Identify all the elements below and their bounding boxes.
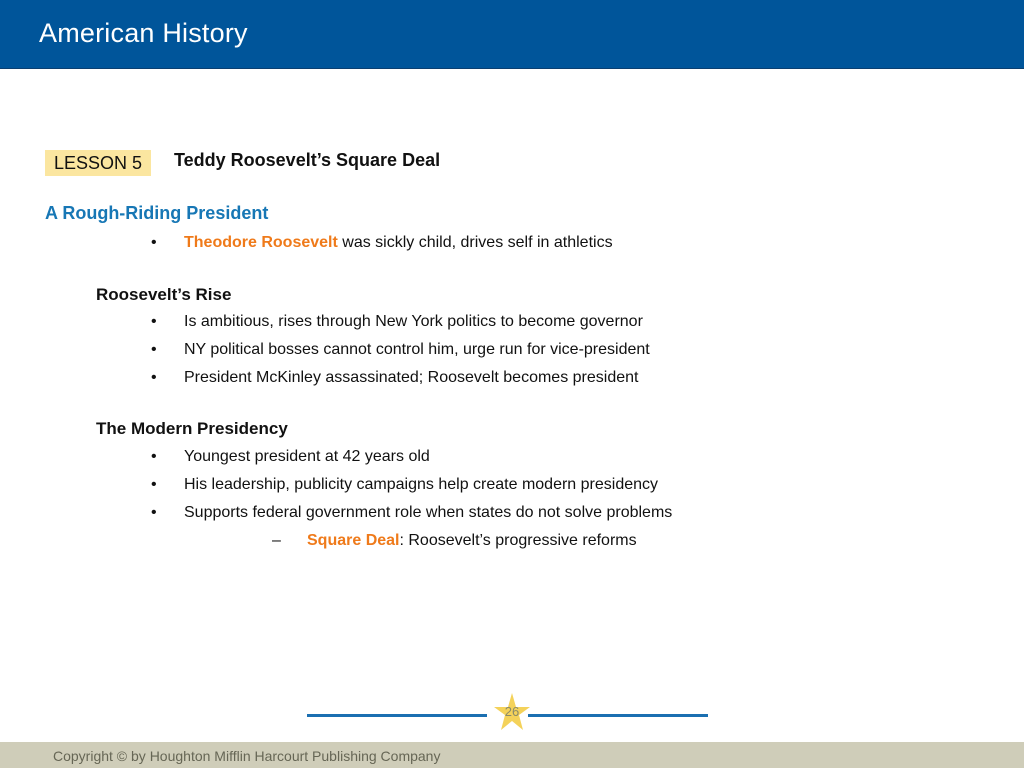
title-bar [0,0,1024,69]
bullet-icon: • [151,234,157,251]
bullet-icon: • [151,341,157,358]
footer-bar [0,742,1024,768]
bullet-icon: • [151,476,157,493]
sub-bullet-text [307,532,637,550]
bullet-text [184,234,613,252]
copyright-text: Copyright © by Houghton Mifflin Harcourt Publishing Company [53,748,441,764]
bullet-icon: • [151,504,157,521]
bullet-rest: was sickly child, drives self in athletics [337,234,613,251]
bullet-text: President McKinley assassinated; Roosevelt becomes president [184,369,639,386]
page-divider-left [307,714,487,717]
lesson-title: Teddy Roosevelt’s Square Deal [174,150,441,170]
section-heading: A Rough-Riding President [45,203,269,223]
sub-bullet-rest: : Roosevelt’s progressive reforms [399,532,637,549]
lesson-badge: LESSON 5 [45,150,151,176]
subheading-modern: The Modern Presidency [96,419,288,438]
key-term: Theodore Roosevelt [184,234,338,251]
course-title: American History [39,18,248,48]
bullet-text: Supports federal government role when states do not solve problems [184,504,673,521]
bullet-text: Youngest president at 42 years old [184,448,430,465]
subheading-rise: Roosevelt’s Rise [96,285,232,304]
page-number: 26 [504,704,520,719]
bullet-text: His leadership, publicity campaigns help create modern presidency [184,476,659,493]
bullet-icon: • [151,369,157,386]
bullet-text: NY political bosses cannot control him, urge run for vice-president [184,341,650,358]
bullet-icon: • [151,448,157,465]
key-term: Square Deal [307,532,400,549]
bullet-text: Is ambitious, rises through New York politics to become governor [184,313,643,330]
bullet-icon: • [151,313,157,330]
page-divider-right [528,714,708,717]
dash-icon: – [272,532,281,549]
